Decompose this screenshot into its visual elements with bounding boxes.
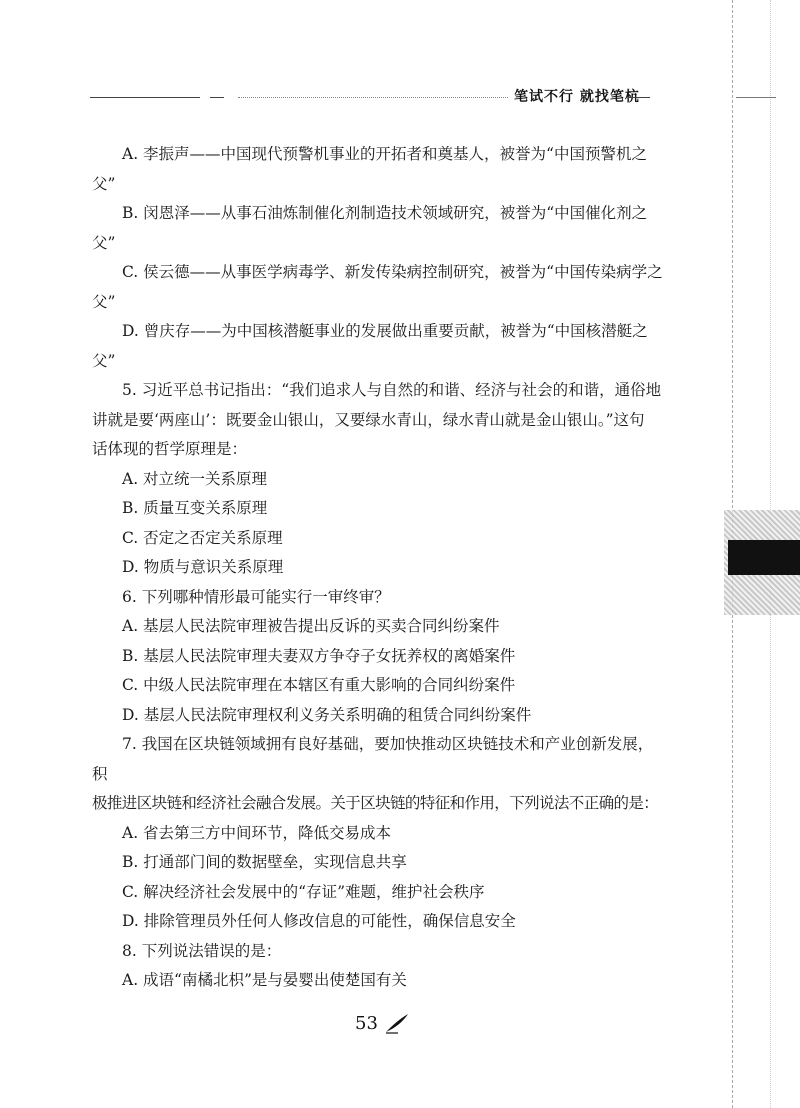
- text-line: C. 侯云德——从事医学病毒学、新发传染病控制研究，被誉为“中国传染病学之: [122, 263, 663, 281]
- option-line: B. 打通部门间的数据壁垒，实现信息共享: [122, 853, 407, 871]
- header-rule-dotted: [238, 97, 508, 98]
- question-7-line: 极推进区块链和经济社会融合发展。关于区块链的特征和作用，下列说法不正确的是：: [92, 794, 659, 812]
- question-7-line: 7. 我国在区块链领域拥有良好基础，要加快推动区块链技术和产业创新发展，积: [92, 735, 654, 783]
- option-line: A. 对立统一关系原理: [122, 469, 268, 488]
- text-line: B. 闵恩泽——从事石油炼制催化剂制造技术领域研究，被誉为“中国催化剂之: [122, 204, 648, 222]
- question-5-line: 讲就是要‘两座山’：既要金山银山，又要绿水青山，绿水青山就是金山银山。”这句: [92, 410, 645, 429]
- option-line: A. 省去第三方中间环节，降低交易成本: [122, 823, 392, 842]
- question-6-line: 6. 下列哪种情形最可能实行一审终审？: [122, 587, 390, 606]
- header-rule-left: [90, 97, 200, 98]
- running-title: 笔试不行 就找笔杭: [514, 89, 640, 105]
- option-line: D. 排除管理员外任何人修改信息的可能性，确保信息安全: [122, 912, 516, 930]
- quill-pen-icon: [384, 1012, 410, 1034]
- option-line: C. 中级人民法院审理在本辖区有重大影响的合同纠纷案件: [122, 676, 516, 694]
- scan-edge-rule: [736, 97, 776, 98]
- page-number: 53: [355, 1012, 378, 1034]
- option-line: A. 成语“南橘北枳”是与晏婴出使楚国有关: [122, 971, 407, 989]
- question-8-line: 8. 下列说法错误的是：: [122, 941, 282, 960]
- text-line: 父”: [92, 292, 116, 311]
- option-line: D. 基层人民法院审理权利义务关系明确的租赁合同纠纷案件: [122, 705, 532, 724]
- question-5-line: 话体现的哲学原理是：: [92, 440, 248, 458]
- option-line: C. 否定之否定关系原理: [122, 528, 283, 547]
- question-5-line: 5. 习近平总书记指出：“我们追求人与自然的和谐、经济与社会的和谐，通俗地: [122, 381, 662, 399]
- text-line: 父”: [92, 233, 116, 252]
- option-line: D. 物质与意识关系原理: [122, 558, 284, 576]
- option-line: B. 质量互变关系原理: [122, 499, 268, 517]
- page-footer: [355, 1012, 410, 1034]
- header-dash: [210, 97, 224, 98]
- page-body: [92, 140, 666, 996]
- option-line: A. 基层人民法院审理被告提出反诉的买卖合同纠纷案件: [122, 617, 500, 635]
- option-line: B. 基层人民法院审理夫妻双方争夺子女抚养权的离婚案件: [122, 646, 516, 665]
- header-rule-right: [628, 97, 650, 98]
- text-line: 父”: [92, 174, 116, 193]
- option-line: C. 解决经济社会发展中的“存证”难题，维护社会秩序: [122, 882, 485, 901]
- scan-artifact-dark: [728, 540, 800, 575]
- text-line: D. 曾庆存——为中国核潜艇事业的发展做出重要贡献，被誉为“中国核潜艇之: [122, 322, 648, 340]
- text-line: 父”: [92, 351, 116, 370]
- text-line: A. 李振声——中国现代预警机事业的开拓者和奠基人，被誉为“中国预警机之: [122, 145, 647, 163]
